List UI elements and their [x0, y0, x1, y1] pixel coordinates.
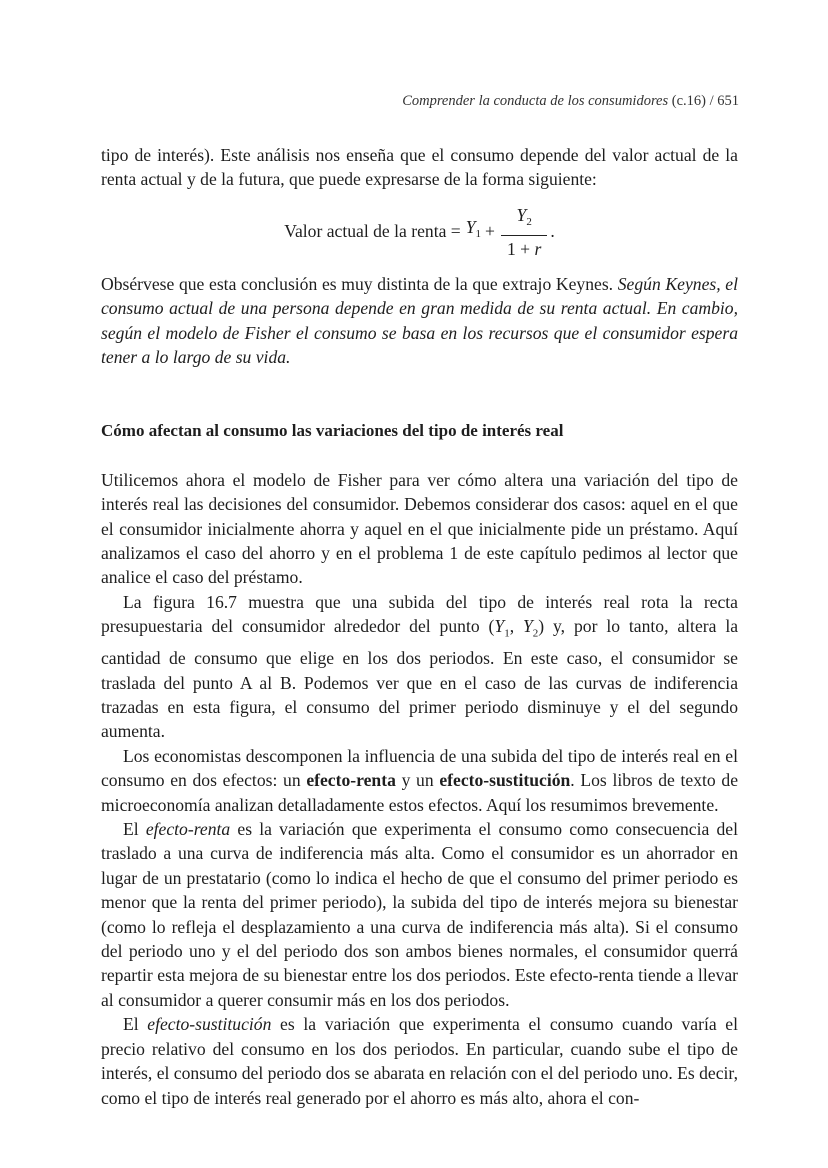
paragraph-continuation: tipo de interés). Este análisis nos enseña que el consumo depende del valor actual de la renta actual y de la futura, que puede expresarse de la forma siguiente:	[101, 145, 738, 190]
renta-term-italic: efecto-renta	[145, 819, 231, 840]
y2-var: Y	[522, 616, 533, 637]
y1-symbol	[494, 616, 510, 640]
keynes-italic-text: Según Keynes, el consumo actual de una persona depende en gran medida de su renta actual. En cambio, según el modelo de Fisher el consumo se basa en los recursos que el consumidor espera tener a lo largo de su vida.	[101, 273, 738, 368]
sustitucion-lead: El	[123, 1014, 148, 1035]
y2-sub: 2	[532, 627, 539, 640]
term-efecto-sustitucion: efecto-sustitución	[439, 770, 571, 791]
denominator-var: r	[534, 238, 542, 259]
formula-y1-sub: 1	[475, 228, 482, 241]
paragraph-figure-16-7	[101, 590, 738, 744]
effects-text-3: . Los libros de texto de microeconomía analizan detalladamente estos efectos. Aquí los resumimos brevemente.	[101, 770, 738, 815]
formula-y1-var: Y	[465, 217, 476, 238]
renta-lead: El	[123, 819, 146, 840]
running-head-chapter: (c.16)	[671, 93, 706, 109]
running-head-separator: /	[709, 93, 714, 109]
y1-sub: 1	[504, 627, 510, 640]
fraction-numerator	[511, 202, 538, 235]
paragraph-two-effects	[101, 744, 738, 817]
fig-text-after: ) y, por lo tanto, altera la cantidad de consumo que elige en los dos periodos. En este caso, el consumidor se traslada del punto A al B. Podemos ver que en el caso de las curvas de indiferencia trazadas en esta figura, el consumo del primer periodo disminuye y el del segundo aumenta.	[101, 616, 739, 742]
paragraph-efecto-sustitucion	[101, 1012, 738, 1110]
present-value-formula	[101, 196, 738, 266]
formula-end: .	[550, 220, 555, 241]
term-efecto-renta: efecto-renta	[306, 770, 396, 791]
sustitucion-text: es la variación que experimenta el consumo cuando varía el precio relativo del consumo en los dos periodos. En particular, cuando sube el tipo de interés, el consumo del periodo dos se abarata en relación con el del periodo uno. Es decir, como el tipo de interés real generado por el ahorro es más alto, ahora el con-	[101, 1014, 738, 1108]
section-heading: Cómo afectan al consumo las variaciones del tipo de interés real	[101, 421, 564, 441]
effects-text-2: y un	[395, 770, 440, 791]
effects-text-1: Los economistas descomponen la influencia de una subida del tipo de interés real en el consumo en dos efectos: un	[101, 745, 738, 791]
y2-symbol	[522, 616, 539, 640]
numerator-var: Y	[516, 204, 527, 225]
formula-y1	[466, 215, 481, 246]
keynes-plain-text: Obsérvese que esta conclusión es muy distinta de la que extrajo Keynes.	[101, 273, 618, 294]
renta-text: es la variación que experimenta el consumo como consecuencia del traslado a una curva de indiferencia más alta. Como el consumidor es un ahorrador en lugar de un prestatario (como lo indica el hecho de que el consumo del primer periodo es menor que la renta del primer periodo), la subida del tipo de interés mejora su bienestar (como lo refleja el desplazamiento a una curva de indiferencia más alta). Si el consumo del periodo uno y el del periodo dos son ambos bienes normales, el consumidor querrá repartir esta mejora de su bienestar entre los dos periodos. Este efecto-renta tiende a llevar al consumidor a querer consumir más en los dos periodos.	[101, 819, 738, 1010]
paragraph-efecto-renta	[101, 817, 738, 1012]
formula-lhs: Valor actual de la renta =	[284, 220, 461, 241]
formula-plus: +	[485, 220, 495, 241]
fraction-denominator	[501, 235, 547, 262]
page-number: 651	[717, 93, 739, 109]
paragraph-keynes-comparison	[101, 272, 738, 370]
formula-fraction	[501, 202, 547, 262]
running-head	[402, 93, 739, 110]
numerator-sub: 2	[526, 215, 532, 228]
page-body	[101, 143, 738, 1110]
running-head-title: Comprender la conducta de los consumidores	[402, 93, 669, 109]
sustitucion-term-italic: efecto-sustitución	[147, 1014, 272, 1035]
y1-var: Y	[494, 616, 505, 637]
fig-text-before: La figura 16.7 muestra que una subida del tipo de interés real rota la recta presupuestaria del consumidor alrededor del punto (	[101, 591, 738, 637]
symbol-comma: ,	[509, 616, 523, 637]
paragraph-fisher-intro: Utilicemos ahora el modelo de Fisher para ver cómo altera una variación del tipo de interés real las decisiones del consumidor. Debemos considerar dos casos: aquel en el que el consumidor inicialmente ahorra y aquel en el que inicialmente pide un préstamo. Aquí analizamos el caso del ahorro y en el problema 1 de este capítulo pedimos al lector que analice el caso del préstamo.	[101, 469, 738, 588]
denominator-text: 1 +	[506, 238, 535, 259]
